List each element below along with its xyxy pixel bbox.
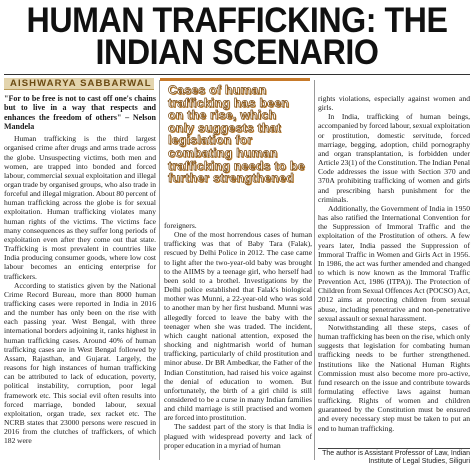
- column-divider: [314, 80, 315, 460]
- col2-paragraph: One of the most horrendous cases of human trafficking was that of Baby Tara (Falak), rescued by Delhi Police in 2012. The case came to light after the two-year-old baby was brought to the AIIMS by a teenage girl, who herself had been sold to a brothel. Investigations by the Delhi police established that Falak's biological mother was Munni, a 22-year-old who was sold to another man by her first husband. Munni was allegedly forced to leave the baby with the teenager when she was traded. The incident, which caught national attention, exposed the shocking and nightmarish world of human trafficking, particularly of child prostitution and minor abuse. Dr BR Ambedkar, the Father of the Indian Constitution, had raised his voice against the denial of education to women. But unfortunately, the birth of a girl child is still considered to be a curse in many Indian families and child marriage is still practised and women are forced into prostitution.: [164, 230, 312, 423]
- author-byline: AISHWARYA SABBARWAL: [4, 78, 154, 90]
- article-column-3: [318, 94, 470, 433]
- pull-quote: Cases of human trafficking has been on the rise, which only suggests that legislation for combating human trafficking needs to be further strengthened: [160, 78, 310, 214]
- article-column-1: [4, 94, 156, 446]
- col1-paragraph: Human trafficking is the third largest organised crime after drugs and arms trade across the globe. Unsuspecting victims, both men and women, are trapped into bonded and forced labour, commercial sexual exploitation and illegal organ trade by organised groups, who also trade in forceful and illegal migration. About 80 percent of human trafficking across the globe is for sexual exploitation. Human trafficking violates many human rights of the victims. The victims face many consequences as they suffer long periods of exploitation even after they come out that state. Trafficking is most prevalent in countries like India producing consumer goods, where low cost labour becomes an enticing enterprise for traffickers.: [4, 134, 156, 281]
- col3-paragraph: Notwithstanding all these steps, cases of human trafficking has been on the rise, which only suggests that legislation for combating human trafficking needs to be further strengthened. Institutions like the National Human Rights Commission must also become more pro-active, fund research on the issue and contribute towards formulating effective laws against human trafficking. Rights of women and children guaranteed by the Constitution must be ensured and every necessary step must be taken to put an end to human trafficking.: [318, 322, 470, 433]
- opening-quote: "For to be free is not to cast off one's chains but to live in a way that respects and enhances the freedom of others" – Nelson Mandela: [4, 94, 156, 131]
- col1-paragraph: According to statistics given by the National Crime Record Bureau, more than 8000 human trafficking cases were reported in India in 2016 and the number has only been on the rise with each passing year. West Bengal, with three international borders adjoining it, ranks highest in human trafficking cases. Around 40% of human trafficking cases are in West Bengal followed by Assam, Rajasthan, and Gujarat. Largely, the reasons for high instances of human trafficking can be attributed to lack of education, poverty, political instability, corruption, poor legal framework etc. This social evil often results into forced marriage, bonded labour, sexual exploitation, organ trade, sex racket etc. The NCRB states that 23000 persons were rescued in 2016 from the clutches of traffickers, of which 182 were: [4, 280, 156, 446]
- column-divider: [159, 80, 160, 460]
- col2-paragraph: foreigners.: [164, 221, 197, 230]
- col2-paragraph: The saddest part of the story is that India is plagued with widespread poverty and lack of proper education in a myriad of human: [164, 422, 312, 450]
- author-note: The author is Assistant Professor of Law, Indian Institute of Legal Studies, Siliguri: [318, 448, 470, 467]
- col3-paragraph: In India, trafficking of human beings, accompanied by forced labour, sexual exploitation or prostitution, domestic servitude, forced marriage, begging, adoption, child pornography and organ transplantation, is forbidden under Article 23(1) of the Constitution. The Indian Penal Code addresses the issue with Section 370 and 370A prohibiting trafficking of women and girls and prescribing harsh punishment for the criminals.: [318, 112, 470, 204]
- col3-paragraph: Additionally, the Government of India in 1950 has also ratified the International Convention for the Suppression of Immoral Traffic and the exploitation of the Prostitution of others. A few years later, India passed the Suppression of Immoral Traffic in Women and Girls Act in 1956. In 1986, the act was further amended and changed to which is now known as the Immoral Traffic Prevention Act, 1986 (ITPA)). The Protection of Children from Sexual Offences Act (POCSO) Act, 2012 aims at protecting children from sexual abuse, including penetrative and non-penetrative sexual assault or sexual harassment.: [318, 203, 470, 323]
- headline-line-1: HUMAN TRAFFICKING: THE: [26, 1, 448, 40]
- headline-divider: [4, 74, 470, 75]
- col3-paragraph: rights violations, especially against women and girls.: [318, 94, 470, 113]
- headline-line-2: INDIAN SCENARIO: [95, 33, 379, 72]
- article-column-2: [164, 221, 312, 450]
